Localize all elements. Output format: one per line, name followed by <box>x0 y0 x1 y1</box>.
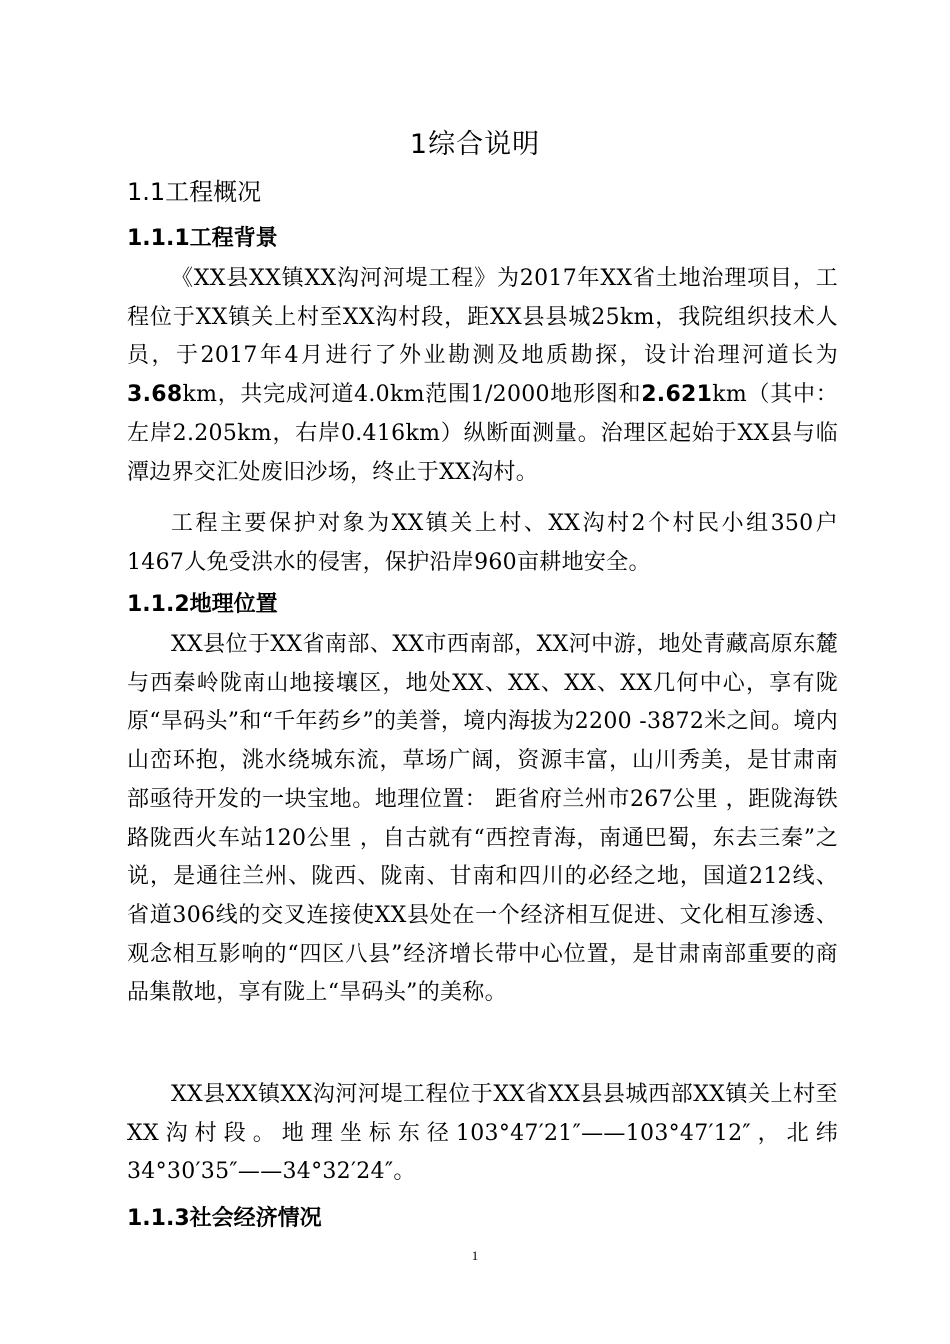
background-text-a: 《XX县XX镇XX沟河河堤工程》为2017年XX省土地治理项目，工程位于XX镇关上村至XX沟村段，距XX县县城25km，我院组织技术人员，于2017年4月进行了外业勘测及地质勘探，设计治理河道长为 <box>127 266 838 369</box>
paragraph-location-1: XX县位于XX省南部、XX市西南部，XX河中游，地处青藏高原东麓与西秦岭陇南山地接壤区，地处XX、XX、XX、XX几何中心，享有陇原“旱码头”和“千年药乡”的美誉，境内海拔为2200 -3872米之间。境内山峦环抱，洮水绕城东流，草场广阔，资源丰富，山川秀美，是甘肃南部亟待开发的一块宝地。地理位置： 距省府兰州市267公里 ，距陇海铁路陇西火车站120公里 ，自古就有“西控青海，南通巴蜀，东去三秦”之说，是通往兰州、陇西、陇南、甘南和四川的必经之地，国道212线、省道306线的交叉连接使XX县处在一个经济相互促进、文化相互渗透、观念相互影响的“四区八县”经济增长带中心位置，是甘肃南部重要的商品集散地，享有陇上“旱码头”的美称。 <box>127 632 838 1006</box>
background-text-c: km（其中：左岸2.205km，右岸0.416km）纵断面测量。治理区起始于XX县与临潭边界交汇处废旧沙场，终止于XX沟村。 <box>127 382 838 485</box>
river-length-value: 3.68 <box>127 382 183 408</box>
background-text-b: km，共完成河道4.0km范围1/2000地形图和 <box>182 382 642 408</box>
page-number: 1 <box>471 1248 479 1263</box>
paragraph-background-1 <box>127 260 838 492</box>
subsection-heading-location: 1.1.2地理位置 <box>127 592 278 617</box>
subsection-heading-socioeconomic: 1.1.3社会经济情况 <box>127 1206 322 1231</box>
subsection-heading-background: 1.1.1工程背景 <box>127 226 278 251</box>
survey-length-value: 2.621 <box>641 382 713 408</box>
chapter-title: 1综合说明 <box>409 129 541 160</box>
paragraph-background-2: 工程主要保护对象为XX镇关上村、XX沟村2个村民小组350户1467人免受洪水的侵害，保护沿岸960亩耕地安全。 <box>127 511 838 575</box>
paragraph-location-2: XX县XX镇XX沟河河堤工程位于XX省XX县县城西部XX镇关上村至XX沟村段。地理坐标东径103°47′21″——103°47′12″，北纬34°30′35″——34°32′24″。 <box>127 1082 838 1185</box>
section-heading-overview: 1.1工程概况 <box>127 178 262 206</box>
